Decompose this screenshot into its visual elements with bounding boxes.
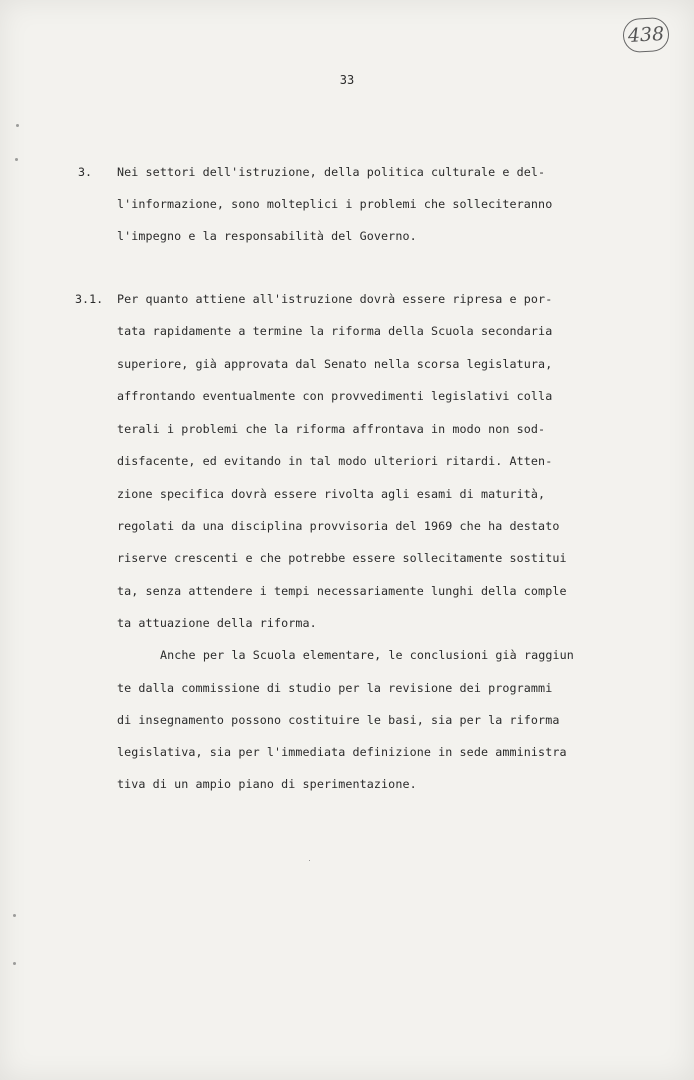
margin-speck: [15, 158, 18, 161]
text-line: tata rapidamente a termine la riforma della Scuola secondaria: [117, 324, 553, 338]
text-line: Per quanto attiene all'istruzione dovrà essere ripresa e por-: [117, 292, 553, 306]
text-line: affrontando eventualmente con provvedimenti legislativi colla: [117, 389, 553, 403]
text-line: tiva di un ampio piano di sperimentazione.: [117, 777, 417, 791]
text-line: regolati da una disciplina provvisoria del 1969 che ha destato: [117, 519, 560, 533]
text-line: riserve crescenti e che potrebbe essere sollecitamente sostitui: [117, 551, 567, 565]
text-line: di insegnamento possono costituire le basi, sia per la riforma: [117, 713, 560, 727]
text-line: ta attuazione della riforma.: [117, 616, 317, 630]
archive-stamp: 438: [622, 17, 670, 53]
text-line: disfacente, ed evitando in tal modo ulteriori ritardi. Atten-: [117, 454, 553, 468]
margin-speck: [16, 124, 19, 127]
section-number: 3.: [78, 165, 93, 179]
text-line: legislativa, sia per l'immediata definizione in sede amministra: [117, 745, 567, 759]
text-line: superiore, già approvata dal Senato nella scorsa legislatura,: [117, 357, 553, 371]
text-line: Anche per la Scuola elementare, le conclusioni già raggiun: [160, 648, 574, 662]
text-line: l'informazione, sono molteplici i problemi che solleciteranno: [117, 197, 553, 211]
page-number: 33: [339, 73, 355, 87]
text-line: ta, senza attendere i tempi necessariamente lunghi della comple: [117, 584, 567, 598]
margin-speck: [13, 914, 16, 917]
section-number: 3.1.: [75, 292, 104, 306]
text-line: zione specifica dovrà essere rivolta agli esami di maturità,: [117, 487, 546, 501]
text-line: terali i problemi che la riforma affrontava in modo non sod-: [117, 422, 546, 436]
text-line: l'impegno e la responsabilità del Governo.: [117, 229, 417, 243]
stray-mark: [309, 860, 310, 861]
margin-speck: [13, 962, 16, 965]
text-line: Nei settori dell'istruzione, della politica culturale e del-: [117, 165, 546, 179]
text-line: te dalla commissione di studio per la revisione dei programmi: [117, 681, 553, 695]
